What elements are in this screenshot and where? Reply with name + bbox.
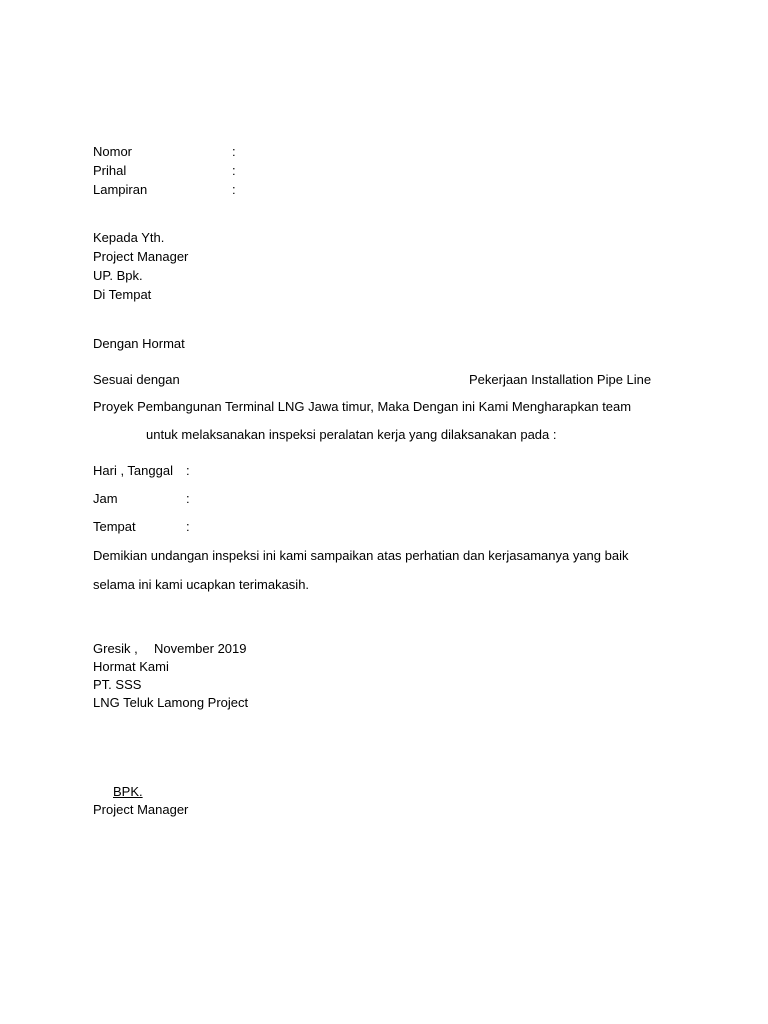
body-line-1-start: Sesuai dengan [93,372,180,387]
body-line-1-end: Pekerjaan Installation Pipe Line [469,372,652,387]
schedule-colon-place: : [186,519,190,534]
signature-name: BPK. [113,784,143,799]
field-label-nomor: Nomor [93,144,133,159]
signature-date: November 2019 [154,641,247,656]
greeting: Dengan Hormat [93,336,185,351]
body-line-2: Proyek Pembangunan Terminal LNG Jawa timur, Maka Dengan ini Kami Mengharapkan team [93,399,632,414]
recipient-line-3: UP. Bpk. [93,268,143,283]
closing-line-2: selama ini kami ucapkan terimakasih. [93,577,310,592]
recipient-line-1: Kepada Yth. [93,230,165,245]
signature-regards: Hormat Kami [93,659,169,674]
field-colon-nomor: : [232,144,236,159]
schedule-colon-date: : [186,463,190,478]
field-colon-prihal: : [232,163,236,178]
recipient-line-2: Project Manager [93,249,189,264]
signature-company: PT. SSS [93,677,142,692]
schedule-label-date: Hari , Tanggal [93,463,173,478]
signature-project: LNG Teluk Lamong Project [93,695,249,710]
schedule-label-place: Tempat [93,519,136,534]
schedule-label-time: Jam [93,491,118,506]
body-line-3: untuk melaksanakan inspeksi peralatan kerja yang dilaksanakan pada : [146,427,557,442]
recipient-line-4: Di Tempat [93,287,152,302]
field-colon-lampiran: : [232,182,236,197]
signature-place: Gresik , [93,641,138,656]
field-label-prihal: Prihal [93,163,127,178]
schedule-colon-time: : [186,491,190,506]
field-label-lampiran: Lampiran [93,182,148,197]
signature-title: Project Manager [93,802,189,817]
closing-line-1: Demikian undangan inspeksi ini kami sampaikan atas perhatian dan kerjasamanya yang baik [93,548,629,563]
